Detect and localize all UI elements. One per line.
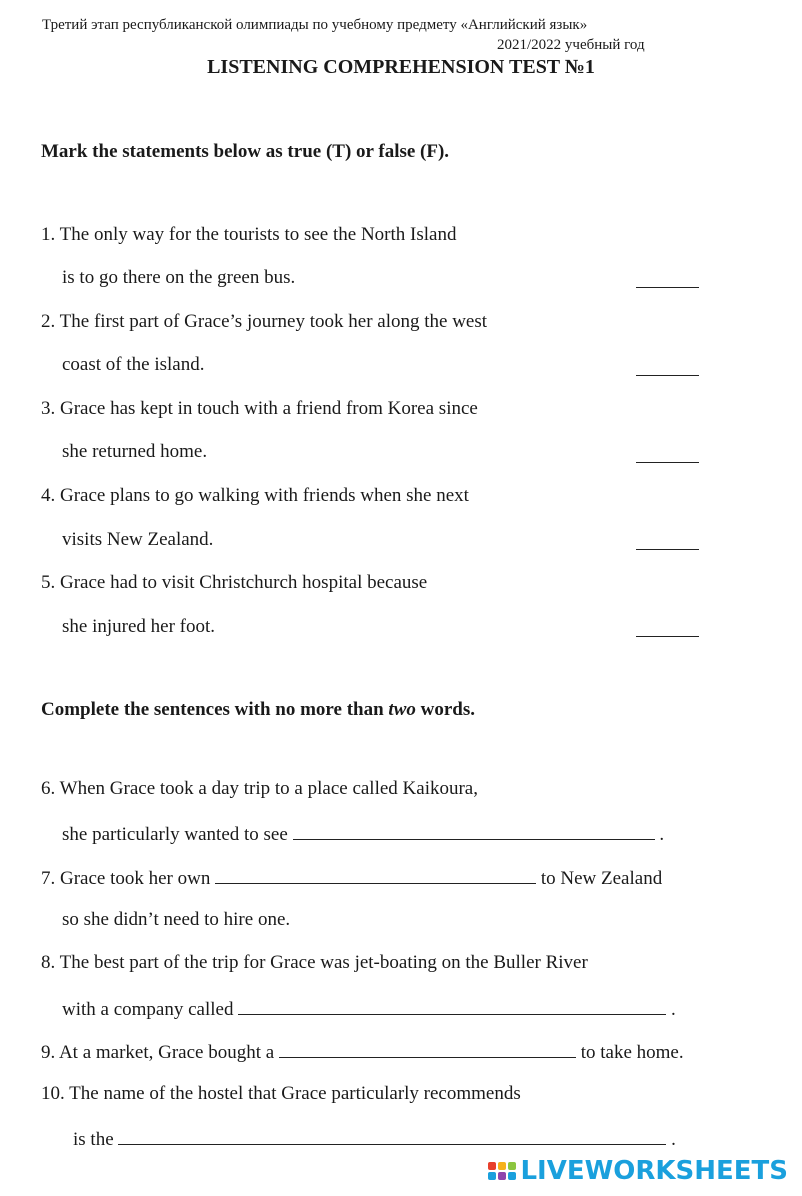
q3-line2: she returned home.	[62, 441, 208, 462]
q7-line2: so she didn’t need to hire one.	[62, 909, 291, 930]
q4-line1: 4. Grace plans to go walking with friends when she next	[41, 485, 469, 506]
q9-answer-blank[interactable]	[279, 1039, 576, 1058]
instruction-emphasis: two	[388, 699, 416, 720]
q4-answer-blank[interactable]	[636, 549, 699, 550]
q4-line2: visits New Zealand.	[62, 529, 214, 550]
page-title: LISTENING COMPREHENSION TEST №1	[207, 56, 595, 78]
liveworksheets-logo	[488, 1156, 788, 1186]
q1-line1: 1. The only way for the tourists to see the North Island	[41, 224, 457, 245]
q2-line1: 2. The first part of Grace’s journey took her along the west	[41, 311, 488, 332]
q7-answer-blank[interactable]	[215, 865, 536, 884]
q8-line1: 8. The best part of the trip for Grace was jet-boating on the Buller River	[41, 952, 588, 973]
q5-answer-blank[interactable]	[636, 636, 699, 637]
logo-text: LIVEWORKSHEETS	[520, 1156, 788, 1186]
q1-answer-blank[interactable]	[636, 287, 699, 288]
q10-line1: 10. The name of the hostel that Grace particularly recommends	[41, 1083, 521, 1104]
q7-line1: 7. Grace took her own to New Zealand	[41, 865, 662, 890]
q3-line1: 3. Grace has kept in touch with a friend from Korea since	[41, 398, 478, 419]
q6-answer-blank[interactable]	[293, 821, 655, 840]
q2-line2: coast of the island.	[62, 354, 205, 375]
q8-answer-blank[interactable]	[238, 996, 666, 1015]
olympiad-header: Третий этап республиканской олимпиады по учебному предмету «Английский язык»	[42, 17, 588, 33]
q8-line2: with a company called .	[62, 996, 676, 1021]
q5-line2: she injured her foot.	[62, 616, 216, 637]
q3-answer-blank[interactable]	[636, 462, 699, 463]
q5-line1: 5. Grace had to visit Christchurch hospital because	[41, 572, 428, 593]
q10-answer-blank[interactable]	[118, 1126, 666, 1145]
q9-line1: 9. At a market, Grace bought a to take home.	[41, 1039, 684, 1064]
q6-line1: 6. When Grace took a day trip to a place called Kaikoura,	[41, 778, 478, 799]
school-year: 2021/2022 учебный год	[497, 37, 645, 53]
section1-instruction: Mark the statements below as true (T) or false (F).	[41, 141, 450, 162]
liveworksheets-logo-icon	[488, 1162, 516, 1180]
q2-answer-blank[interactable]	[636, 375, 699, 376]
q6-line2: she particularly wanted to see .	[62, 821, 664, 846]
q1-line2: is to go there on the green bus.	[62, 267, 296, 288]
section2-instruction: Complete the sentences with no more than two words.	[41, 699, 475, 720]
q10-line2: is the .	[73, 1126, 676, 1151]
